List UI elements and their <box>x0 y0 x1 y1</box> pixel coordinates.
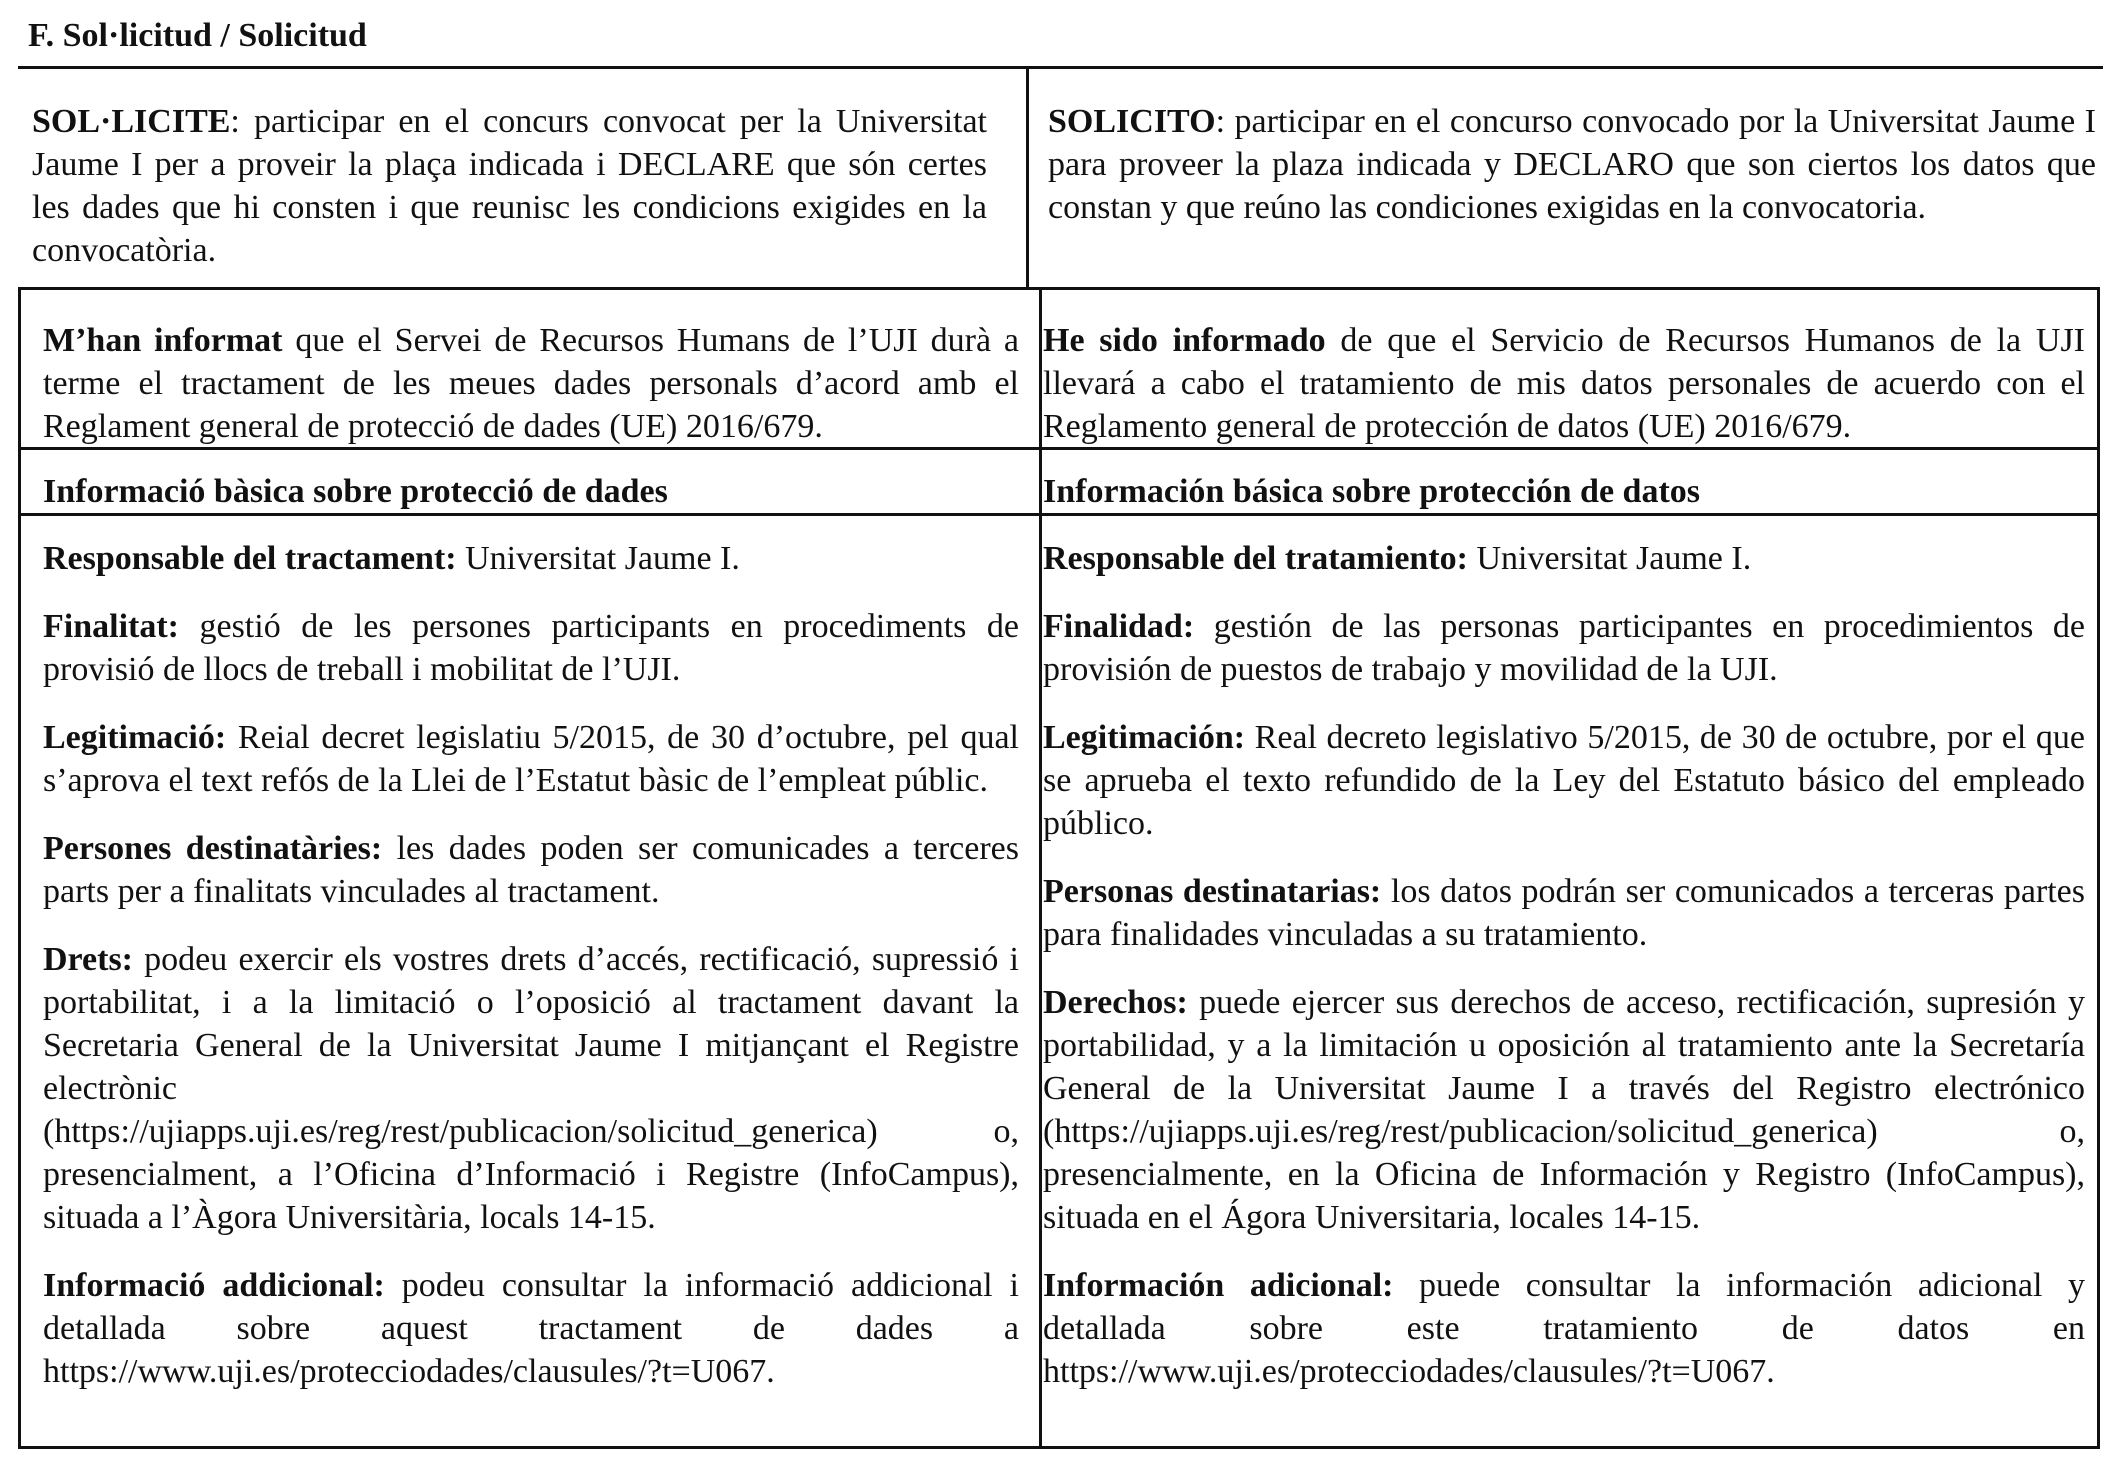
declaration-ca-lead: SOL·LICITE <box>32 103 231 140</box>
privacy-item <box>1043 1264 2085 1393</box>
privacy-item <box>43 605 1019 691</box>
privacy-item-text: puede ejercer sus derechos de acceso, rectificación, supresión y portabilidad, y a la limitación u oposición al tratamiento ante la Secretaría General de la Universitat Jaume I a través del Registro electrónico (https://ujiapps.uji.es/reg/rest/publicacion/solicitud_generica) o, presencialmente, en la Oficina de Información y Registro (InfoCampus), situada en el Ágora Universitaria, locales 14-15. <box>1043 984 2085 1236</box>
privacy-item-text: Reial decret legislatiu 5/2015, de 30 d’octubre, pel qual s’aprova el text refós de la Llei de l’Estatut bàsic de l’empleat públic. <box>43 719 1019 799</box>
privacy-intro-es <box>1043 319 2085 448</box>
privacy-heading-es: Información básica sobre protección de datos <box>1043 473 1701 510</box>
privacy-item <box>43 716 1019 802</box>
privacy-item-label: Personas destinatarias: <box>1043 873 1382 910</box>
privacy-intro-ca <box>43 319 1019 448</box>
declaration-es <box>1048 100 2096 229</box>
privacy-items-ca <box>43 537 1019 1393</box>
privacy-column-divider <box>1039 290 1042 1446</box>
privacy-item-label: Responsable del tractament: <box>43 540 457 577</box>
privacy-item-text: Real decreto legislativo 5/2015, de 30 de octubre, por el que se aprueba el texto refundido de la Ley del Estatuto básico del empleado público. <box>1043 719 2085 842</box>
declaration-ca-text: : participar en el concurs convocat per la Universitat Jaume I per a proveir la plaça indicada i DECLARE que són certes les dades que hi consten i que reunisc les condicions exigides en la convocatòria. <box>32 103 987 269</box>
privacy-item-text: gestió de les persones participants en procediments de provisió de llocs de treball i mobilitat de l’UJI. <box>43 608 1019 688</box>
privacy-item <box>43 1264 1019 1393</box>
privacy-item-text: les dades poden ser comunicades a terceres parts per a finalitats vinculades al tractament. <box>43 830 1019 910</box>
privacy-item-text: Universitat Jaume I. <box>1467 540 1752 577</box>
privacy-item-text: Universitat Jaume I. <box>456 540 740 577</box>
privacy-item-text: podeu consultar la informació addicional i detallada sobre aquest tractament de dades a https://www.uji.es/protecciodades/clausules/?t=U067. <box>43 1267 1019 1390</box>
privacy-intro-es-text: de que el Servicio de Recursos Humanos de la UJI llevará a cabo el tratamiento de mis datos personales de acuerdo con el Reglamento general de protección de datos (UE) 2016/679. <box>1043 322 2085 445</box>
privacy-item-text: gestión de las personas participantes en procedimientos de provisión de puestos de trabajo y movilidad de la UJI. <box>1043 608 2085 688</box>
privacy-intro-es-lead: He sido informado <box>1043 322 1326 359</box>
privacy-item <box>43 537 1019 580</box>
privacy-item-label: Legitimación: <box>1043 719 1246 756</box>
privacy-item-label: Informació addicional: <box>43 1267 385 1304</box>
privacy-item <box>43 827 1019 913</box>
privacy-intro-ca-lead: M’han informat <box>43 322 283 359</box>
privacy-item-text: los datos podrán ser comunicados a terceras partes para finalidades vinculadas a su tratamiento. <box>1043 873 2085 953</box>
privacy-item <box>1043 870 2085 956</box>
privacy-item <box>1043 981 2085 1239</box>
privacy-item-text: puede consultar la información adicional y detallada sobre este tratamiento de datos en https://www.uji.es/protecciodades/clausules/?t=U067. <box>1043 1267 2085 1390</box>
privacy-item-label: Información adicional: <box>1043 1267 1394 1304</box>
privacy-item-label: Finalidad: <box>1043 608 1195 645</box>
declaration-es-text: : participar en el concurso convocado por la Universitat Jaume I para proveer la plaza indicada y DECLARO que son ciertos los datos que constan y que reúno las condiciones exigidas en la convocatoria. <box>1048 103 2096 226</box>
privacy-item-label: Derechos: <box>1043 984 1188 1021</box>
title-rule <box>18 66 2103 69</box>
privacy-item-label: Legitimació: <box>43 719 227 756</box>
privacy-item <box>1043 605 2085 691</box>
privacy-item <box>1043 537 2085 580</box>
privacy-items-es <box>1043 537 2085 1393</box>
privacy-item-label: Finalitat: <box>43 608 179 645</box>
privacy-item-label: Drets: <box>43 941 133 978</box>
privacy-item <box>43 938 1019 1239</box>
declaration-ca <box>32 100 987 272</box>
privacy-item-label: Responsable del tratamiento: <box>1043 540 1468 577</box>
privacy-intro-ca-text: que el Servei de Recursos Humans de l’UJI durà a terme el tractament de les meues dades personals d’acord amb el Reglament general de protecció de dades (UE) 2016/679. <box>43 322 1019 445</box>
declaration-es-lead: SOLICITO <box>1048 103 1216 140</box>
privacy-heading-ca: Informació bàsica sobre protecció de dades <box>43 473 668 510</box>
privacy-row-rule <box>21 513 2097 516</box>
declaration-divider <box>1026 69 1029 288</box>
privacy-item-label: Persones destinatàries: <box>43 830 383 867</box>
privacy-box <box>18 287 2100 1449</box>
section-title: F. Sol·licitud / Solicitud <box>28 17 367 54</box>
privacy-item <box>1043 716 2085 845</box>
privacy-item-text: podeu exercir els vostres drets d’accés, rectificació, supressió i portabilitat, i a la limitació o l’oposició al tractament davant la Secretaria General de la Universitat Jaume I mitjançant el Registre electrònic (https://ujiapps.uji.es/reg/rest/publicacion/solicitud_generica) o, presencialment, a l’Oficina d’Informació i Registre (InfoCampus), situada a l’Àgora Universitària, locals 14-15. <box>43 941 1019 1236</box>
